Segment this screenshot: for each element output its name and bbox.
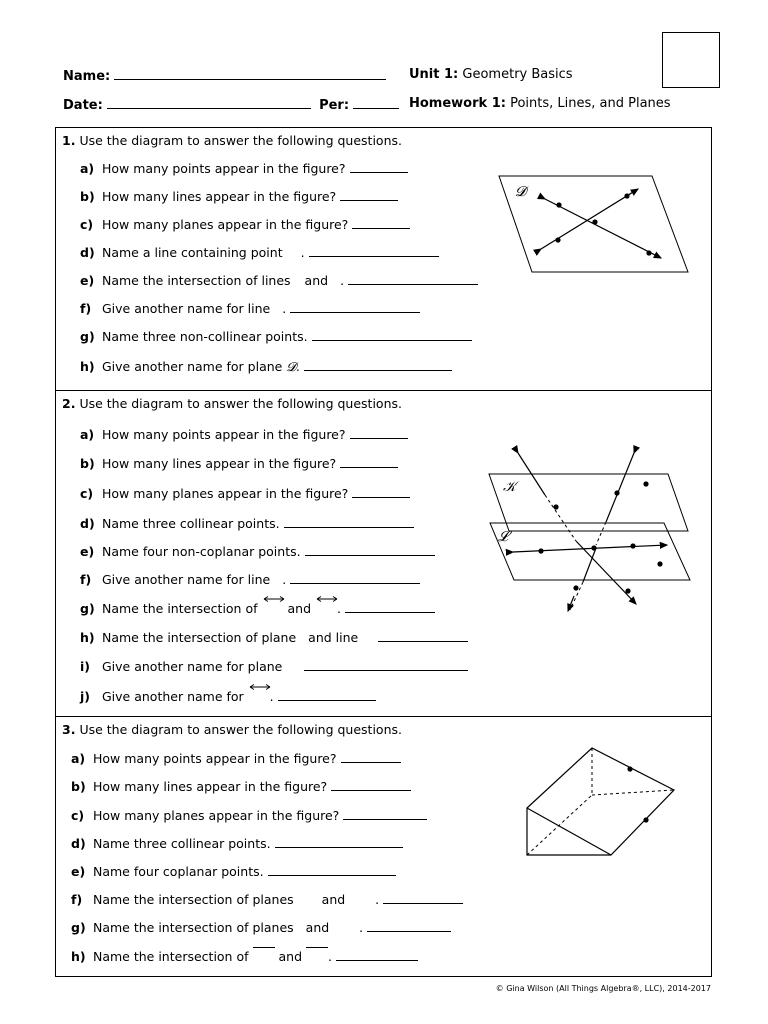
q-text: Name three collinear points. (102, 516, 280, 531)
section-3-number: 3. (62, 722, 76, 737)
q-label: c) (80, 217, 94, 232)
q2g: g) Name the intersection of and . (80, 601, 435, 616)
q-text: Name the intersection of (102, 601, 258, 616)
q3h: h) Name the intersection of and . (71, 949, 418, 964)
q2f: f) Give another name for line . (80, 572, 420, 587)
prism-front-edge (527, 808, 611, 855)
q-text: Name four non-coplanar points. (102, 544, 301, 559)
copyright-footer: © Gina Wilson (All Things Algebra®, LLC), 2014-2017 (495, 984, 711, 993)
q-label: d) (80, 245, 95, 260)
q-label: a) (71, 751, 86, 766)
q-label: b) (71, 779, 86, 794)
q-label: h) (80, 630, 95, 645)
name-label: Name: (63, 69, 111, 84)
q-text: How many planes appear in the figure? (102, 486, 349, 501)
q-text: Give another name for line (102, 572, 271, 587)
q-text: Name three collinear points. (93, 836, 271, 851)
homework-title: Points, Lines, and Planes (510, 96, 671, 111)
q-text: Give another name for line (102, 301, 271, 316)
q-text: Name a line containing point (102, 245, 283, 260)
section-1-number: 1. (62, 133, 76, 148)
q-label: h) (80, 359, 95, 374)
q-text: How many points appear in the figure? (102, 161, 346, 176)
q-label: a) (80, 427, 95, 442)
q-text: How many points appear in the figure? (102, 427, 346, 442)
prism-hidden-back (592, 790, 674, 795)
q-text: How many lines appear in the figure? (102, 189, 337, 204)
date-label: Date: (63, 98, 103, 113)
q-label: g) (80, 601, 95, 616)
q1d: d) Name a line containing point . (80, 245, 439, 260)
section-3-instructions: Use the diagram to answer the following questions. (79, 722, 402, 737)
q-text: How many points appear in the figure? (93, 751, 337, 766)
prism-hidden-diagonal (527, 795, 592, 855)
per-label: Per: (319, 98, 350, 113)
q-text-and: and (305, 920, 330, 935)
q-label: h) (71, 949, 86, 964)
q-text: Name the intersection of (93, 949, 249, 964)
q1e: e) Name the intersection of lines and . (80, 273, 478, 288)
plane-l-label: 𝓛 (498, 529, 509, 545)
q-text-and: and (321, 892, 346, 907)
point (627, 766, 632, 771)
q1f: f) Give another name for line . (80, 301, 420, 316)
q-text: Give another name for plane (102, 359, 283, 374)
q-text-and: and (304, 273, 329, 288)
q-text: Name the intersection of lines (102, 273, 291, 288)
q-label: f) (80, 572, 92, 587)
q-text: Give another name for plane (102, 659, 283, 674)
q-text: Name three non-collinear points. (102, 329, 308, 344)
q-label: d) (71, 836, 86, 851)
q3g: g) Name the intersection of planes and . (71, 920, 451, 935)
section-1-instructions: Use the diagram to answer the following questions. (79, 133, 402, 148)
q-label: f) (71, 892, 83, 907)
q-label: b) (80, 456, 95, 471)
unit-label: Unit 1: (409, 67, 459, 82)
q-label: f) (80, 301, 92, 316)
unit-title: Geometry Basics (462, 67, 573, 82)
prism-outline (527, 748, 674, 855)
q-label: i) (80, 659, 90, 674)
q-text-and: and (278, 949, 303, 964)
q-text-and: and (287, 601, 312, 616)
point (643, 817, 648, 822)
homework-label: Homework 1: (409, 96, 506, 111)
q-text: Name the intersection of planes (93, 892, 294, 907)
plane-d-label: 𝓓 (515, 184, 526, 200)
q-label: b) (80, 189, 95, 204)
q-label: c) (71, 808, 85, 823)
q2j: j) Give another name for . (80, 689, 376, 704)
q-text: How many lines appear in the figure? (102, 456, 337, 471)
section-2-number: 2. (62, 396, 76, 411)
q-label: a) (80, 161, 95, 176)
q-text: How many planes appear in the figure? (93, 808, 340, 823)
q-text: How many lines appear in the figure? (93, 779, 328, 794)
q-text: Give another name for (102, 689, 244, 704)
q-label: c) (80, 486, 94, 501)
q-text: Name the intersection of plane (102, 630, 297, 645)
q-label: e) (80, 273, 95, 288)
q-text: Name the intersection of planes (93, 920, 294, 935)
plane-k-label: 𝒦 (503, 479, 517, 495)
q-label: e) (80, 544, 95, 559)
q3f: f) Name the intersection of planes and . (71, 892, 463, 907)
q-label: d) (80, 516, 95, 531)
q-text: Name four coplanar points. (93, 864, 264, 879)
section-2-instructions: Use the diagram to answer the following questions. (79, 396, 402, 411)
q-label: e) (71, 864, 86, 879)
q-label: g) (80, 329, 95, 344)
q-text-and-line: and line (308, 630, 359, 645)
q-label: j) (80, 689, 90, 704)
q-label: g) (71, 920, 86, 935)
q-text: How many planes appear in the figure? (102, 217, 349, 232)
plane-d-symbol: 𝓓. (286, 359, 300, 374)
